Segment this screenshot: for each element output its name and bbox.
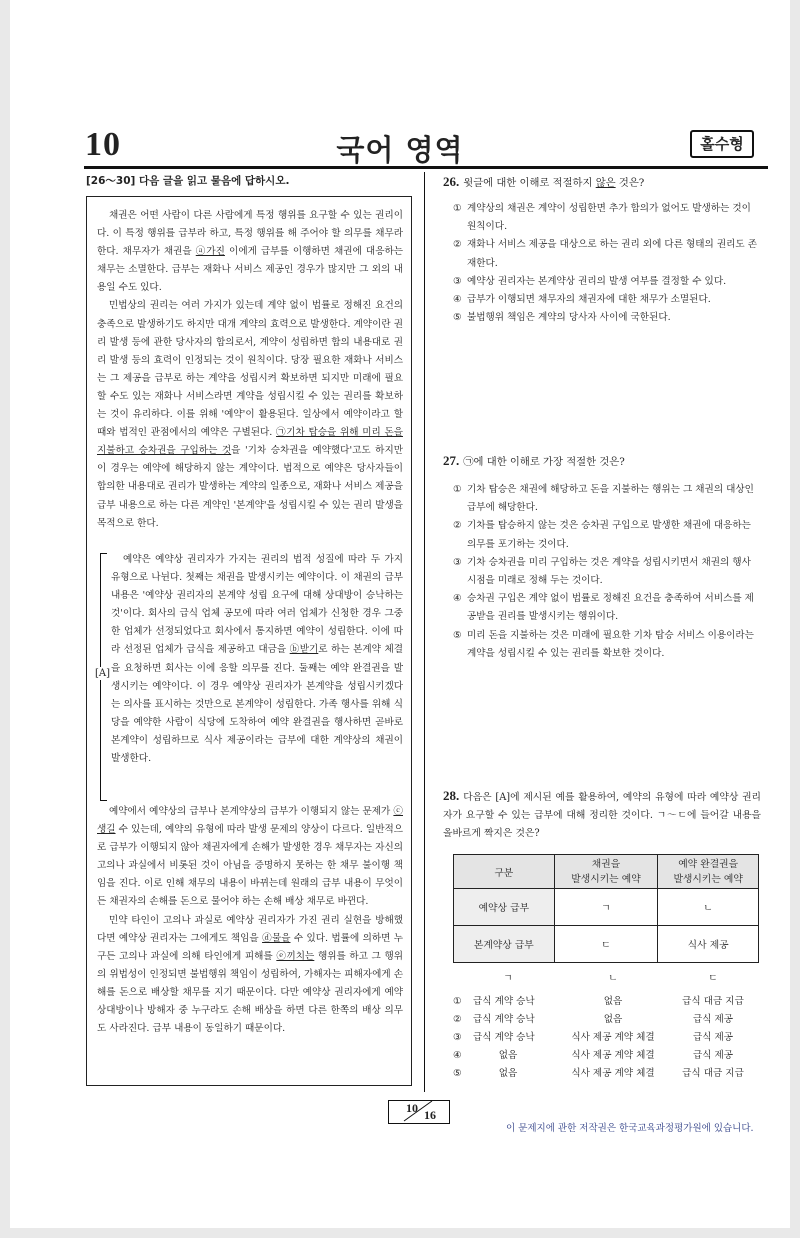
page-total: 16: [424, 1108, 436, 1122]
question-27-stem: 27. ㉠에 대한 이해로 가장 적절한 것은?: [443, 453, 625, 468]
header-rule: [84, 166, 768, 169]
q26-option-3[interactable]: ③ 예약상 권리자는 본계약상 권리의 발생 여부를 결정할 수 있다.: [453, 275, 727, 287]
q28-table-row-2: [454, 926, 759, 963]
passage-paragraph-4: 예약에서 예약상의 급부나 본계약상의 급부가 이행되지 않는 문제가 ⓒ생길 수 있는데, 예약의 유형에 따라 발생 문제의 양상이 다르다. 일반적으로 급부가 이행되지 않아 채권자에게 손해가 발생한 경우 채무자는 자신의 고의나 과실에서 비롯된 것이 아님을 증명하지 못하는 한 채무 불이행 책임을 진다. 이로 인해 채무의 내용이 바뀌는데 원래의 급부 내용이 무엇이든 채권자의 손해를 돈으로 물어야 하는 손해 배상 채무로 바뀐다.: [97, 806, 403, 908]
column-divider: [424, 172, 425, 1092]
q28-table-row-1: [454, 889, 759, 926]
q28-cell: ㄴ: [658, 889, 759, 926]
question-26-stem: 26. 윗글에 대한 이해로 적절하지 않은 것은?: [443, 174, 645, 189]
page-number: 10: [85, 126, 121, 163]
q27-option-3[interactable]: ③ 기차 승차권을 미리 구입하는 것은 계약을 성립시키면서 채권의 행사 시점을 미래로 정해 두는 것이다.: [453, 556, 751, 587]
q28-option-1[interactable]: ① 급식 계약 승낙 없음 급식 대금 지급: [453, 996, 744, 1007]
q27-option-5[interactable]: ⑤ 미리 돈을 지불하는 것은 미래에 필요한 기차 탑승 서비스 이용이라는 계약을 성립시킬 수 있는 권리를 확보한 것이다.: [453, 629, 754, 659]
q26-option-2[interactable]: ② 재화나 서비스 제공을 대상으로 하는 권리 외에 다른 형태의 권리도 존재한다.: [453, 239, 757, 269]
paper-type-badge: 홀수형: [690, 130, 754, 158]
q28-header-category: 구분: [454, 855, 555, 889]
q28-table: [453, 854, 759, 963]
bracket-A-label: [A]: [95, 668, 111, 679]
underlined-d: ⓓ물을: [262, 932, 291, 944]
passage-paragraph-5: 민약 타인이 고의나 과실로 예약상 권리자가 가진 권리 실현을 방해했다면 예약상 권리자는 그에게도 책임을 ⓓ물을 수 있다. 법률에 의하면 누구든 고의나 과실에 의해 타인에게 피해를 ⓔ끼치는 행위를 하고 그 행위의 위법성이 인정되면 불법행위 책임이 성립하여, 가해자는 피해자에게 손해를 돈으로 배상할 채무를 지기 때문이다. 다만 예약상 권리자에게 예약 상대방이나 방해자 중 누구라도 손해 배상을 하면 다른 한쪽의 배상 의무도 사라진다. 급부 내용이 동일하기 때문이다.: [97, 914, 403, 1035]
underlined-e: ⓔ끼치는: [276, 950, 315, 962]
passage-top: [97, 207, 403, 533]
underlined-c: ⓒ생길: [97, 806, 403, 836]
q28-row-label: 본계약상 급부: [454, 926, 555, 963]
underlined-a: ⓐ가진: [195, 246, 225, 258]
q28-cell: ㄱ: [554, 889, 658, 926]
question-28-stem: 28. 다음은 [A]에 제시된 예를 활용하여, 예약의 유형에 따라 예약상 권리자가 요구할 수 있는 급부에 대해 정리한 것이다. ㄱ～ㄷ에 들어갈 내용을 올바르게 짝지은 것은?: [443, 788, 761, 839]
q27-option-1[interactable]: ① 기차 탑승은 채권에 해당하고 돈을 지불하는 행위는 그 채권의 대상인 급부에 해당한다.: [453, 484, 754, 514]
copyright-notice: 이 문제지에 관한 저작권은 한국교육과정평가원에 있습니다.: [506, 1123, 754, 1134]
q28-cell: ㄷ: [554, 926, 658, 963]
question-27: [443, 452, 761, 663]
q27-option-4[interactable]: ④ 승차권 구입은 계약 없이 법률로 정해진 요건을 충족하여 서비스를 제공받을 권리를 발생시키는 행위이다.: [453, 593, 754, 623]
q28-header-completion: 예약 완결권을 발생시키는 예약: [658, 855, 759, 889]
passage-paragraph-2: 민법상의 권리는 여러 가지가 있는데 계약 없이 법률로 정해진 요건의 충족으로 발생하기도 하지만 대개 계약의 효력으로 발생한다. 계약이란 권리 발생 등에 관한 당사자의 합의로서, 계약이 성립하면 합의 내용대로 권리 발생 등의 효력이 인정되는 것이 원칙이다. 당장 필요한 재화나 서비스는 그 제공을 급부로 하는 계약을 성립시켜 확보하면 되지만 미래에 필요할 수도 있는 재화나 서비스라면 계약을 성립시킬 수 있는 권리를 확보하는 것이 유리하다. 이를 위해 '예약'이 활용된다. 일상에서 예약이라고 할 때와 법적인 관점에서의 예약은 구별된다. ㉠기차 탑승을 위해 미리 돈을 지불하고 승차권을 구입하는 것을 '기차 승차권을 예약했다'고도 하지만 이 경우는 예약에 해당하지 않는 계약이다. 법적으로 예약은 당사자들이 합의한 내용대로 권리가 발생하는 계약의 일종으로, 재화나 서비스 제공을 급부 내용으로 하는 다른 계약인 '본계약'을 성립시킬 수 있는 권리 발생을 목적으로 한다.: [97, 300, 403, 529]
page-indicator: [388, 1100, 448, 1122]
q28-answer-header: ㄱ ㄴ ㄷ: [503, 973, 718, 984]
question-27-options: [443, 481, 761, 663]
q28-cell: 식사 제공: [658, 926, 759, 963]
question-28: [443, 787, 761, 843]
q28-option-3[interactable]: ③ 급식 계약 승낙 식사 제공 계약 체결 급식 제공: [453, 1032, 734, 1043]
underlined-b: ⓑ받기: [289, 644, 319, 656]
question-26: [443, 173, 761, 327]
underlined-giyeok: ㉠기차 탑승을 위해 미리 돈을 지불하고 승차권을 구입하는 것: [97, 427, 403, 457]
subject-title: 국어 영역: [336, 133, 464, 167]
passage-paragraph-A: 예약은 예약상 권리자가 가지는 권리의 법적 성질에 따라 두 가지 유형으로 나뉜다. 첫째는 채권을 발생시키는 예약이다. 이 채권의 급부 내용은 '예약상 권리자의 본계약 성립 요구에 대해 상대방이 승낙하는 것'이다. 회사의 급식 업체 공모에 따라 여러 업체가 신청한 경우 그중 한 업체가 선정되었다고 회사에서 통지하면 예약이 성립한다. 이에 따라 선정된 업체가 급식을 제공하고 대금을 ⓑ받기로 하는 본계약 체결을 요청하면 회사는 이에 응할 의무를 진다. 둘째는 예약 완결권을 발생시키는 예약이다. 이 경우 예약상 권리자가 본계약을 성립시키겠다는 의사를 표시하는 것만으로 본계약이 성립한다. 가족 행사를 위해 식당을 예약한 사람이 식당에 도착하여 예약 완결권을 행사하면 곧바로 본계약이 성립하므로 식사 제공이라는 급부에 대한 계약상의 채권이 발생한다.: [111, 554, 403, 765]
q28-option-4[interactable]: ④ 없음 식사 제공 계약 체결 급식 제공: [453, 1050, 734, 1061]
passage-bracket-A: [111, 551, 403, 768]
passage-bottom: [97, 803, 403, 1038]
q27-option-2[interactable]: ② 기차를 탑승하지 않는 것은 승차권 구입으로 발생한 채권에 대응하는 의무를 포기하는 것이다.: [453, 520, 751, 550]
question-26-options: [443, 200, 761, 327]
exam-page: [10, 0, 790, 1228]
q28-header-claim: 채권을 발생시키는 예약: [554, 855, 658, 889]
reading-passage: [86, 196, 412, 1086]
q28-option-2[interactable]: ② 급식 계약 승낙 없음 급식 제공: [453, 1014, 734, 1025]
page-current: 10: [406, 1101, 418, 1115]
passage-paragraph-1: 채권은 어떤 사람이 다른 사람에게 특정 행위를 요구할 수 있는 권리이다. 이 특정 행위를 급부라 하고, 특정 행위를 해 주어야 할 의무를 채무라 한다. 채무자가 채권을 ⓐ가진 이에게 급부를 이행하면 채권에 대응하는 채무는 소멸한다. 급부는 재화나 서비스 제공인 경우가 많지만 그 외의 내용일 수도 있다.: [97, 210, 404, 294]
instruction: [26～30] 다음 글을 읽고 물음에 답하시오.: [86, 175, 290, 187]
q28-row-label: 예약상 급부: [454, 889, 555, 926]
q26-option-5[interactable]: ⑤ 불법행위 책임은 계약의 당사자 사이에 국한된다.: [453, 312, 671, 324]
q26-option-4[interactable]: ④ 급부가 이행되면 채무자의 채권자에 대한 채무가 소멸된다.: [453, 294, 711, 306]
q28-table-header-row: [454, 855, 759, 889]
q28-option-5[interactable]: ⑤ 없음 식사 제공 계약 체결 급식 대금 지급: [453, 1068, 744, 1079]
q26-option-1[interactable]: ① 계약상의 채권은 계약이 성립한면 추가 합의가 없어도 발생하는 것이 원칙이다.: [453, 203, 751, 233]
